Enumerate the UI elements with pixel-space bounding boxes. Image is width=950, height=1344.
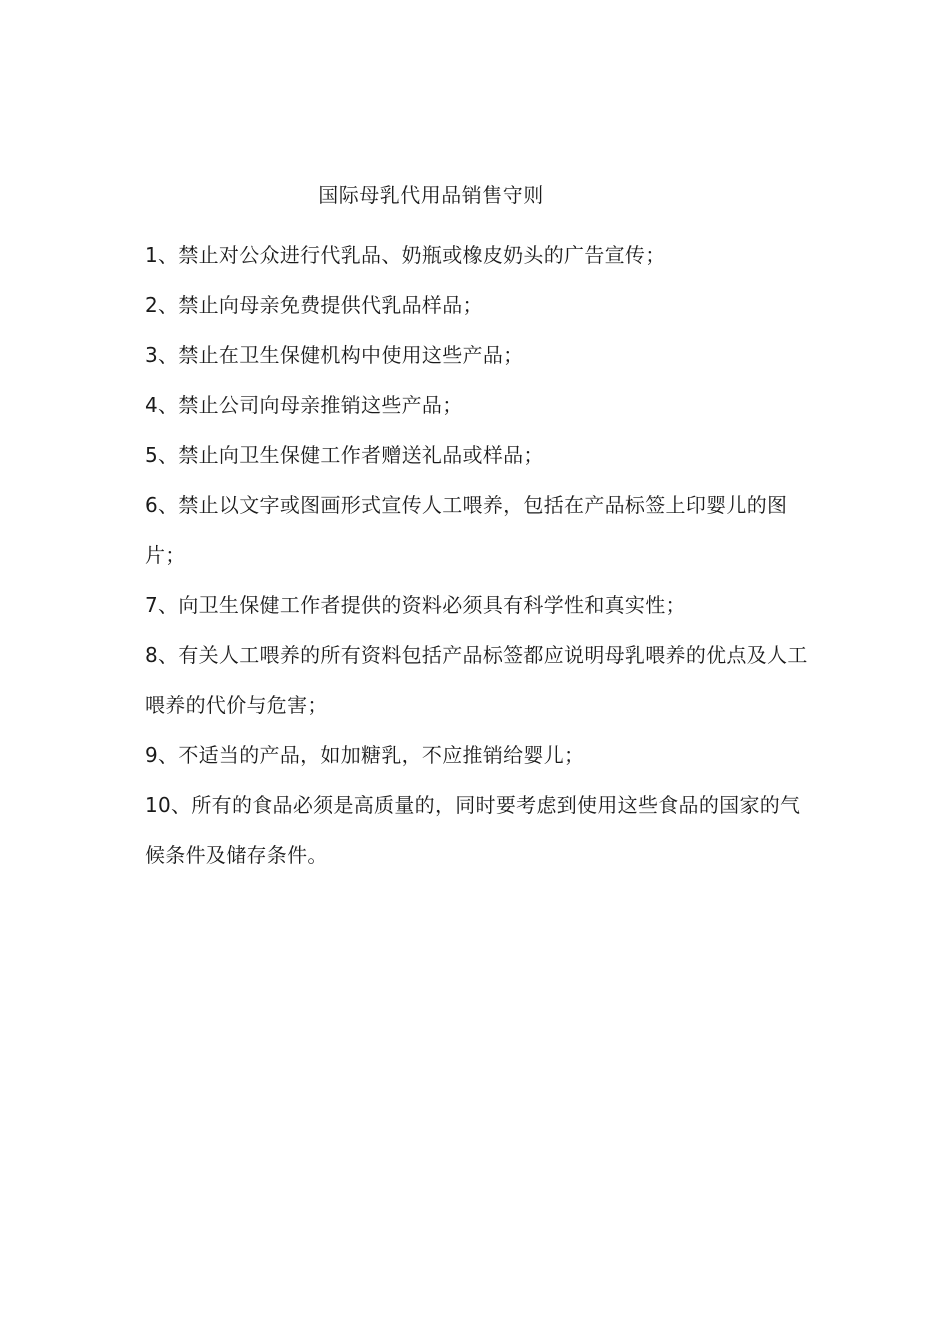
rule-item-1: 1、禁止对公众进行代乳品、奶瓶或橡皮奶头的广告宣传；: [145, 243, 666, 267]
rule-item-2: 2、禁止向母亲免费提供代乳品样品；: [145, 293, 483, 317]
rule-item-4: 4、禁止公司向母亲推销这些产品；: [145, 393, 463, 417]
rule-item-8: 8、有关人工喂养的所有资料包括产品标签都应说明母乳喂养的优点及人工喂养的代价与危害；: [145, 643, 808, 717]
rule-item-10: 10、所有的食品必须是高质量的，同时要考虑到使用这些食品的国家的气候条件及储存条件。: [145, 793, 801, 867]
rule-item-5: 5、禁止向卫生保健工作者赠送礼品或样品；: [145, 443, 544, 467]
rule-item-3: 3、禁止在卫生保健机构中使用这些产品；: [145, 343, 524, 367]
rules-list: [145, 230, 813, 880]
rule-item-9: 9、不适当的产品，如加糖乳，不应推销给婴儿；: [145, 743, 585, 767]
document-title: 国际母乳代用品销售守则: [318, 183, 544, 207]
rule-item-7: 7、向卫生保健工作者提供的资料必须具有科学性和真实性；: [145, 593, 686, 617]
rule-item-6: 6、禁止以文字或图画形式宣传人工喂养，包括在产品标签上印婴儿的图片；: [145, 493, 788, 567]
